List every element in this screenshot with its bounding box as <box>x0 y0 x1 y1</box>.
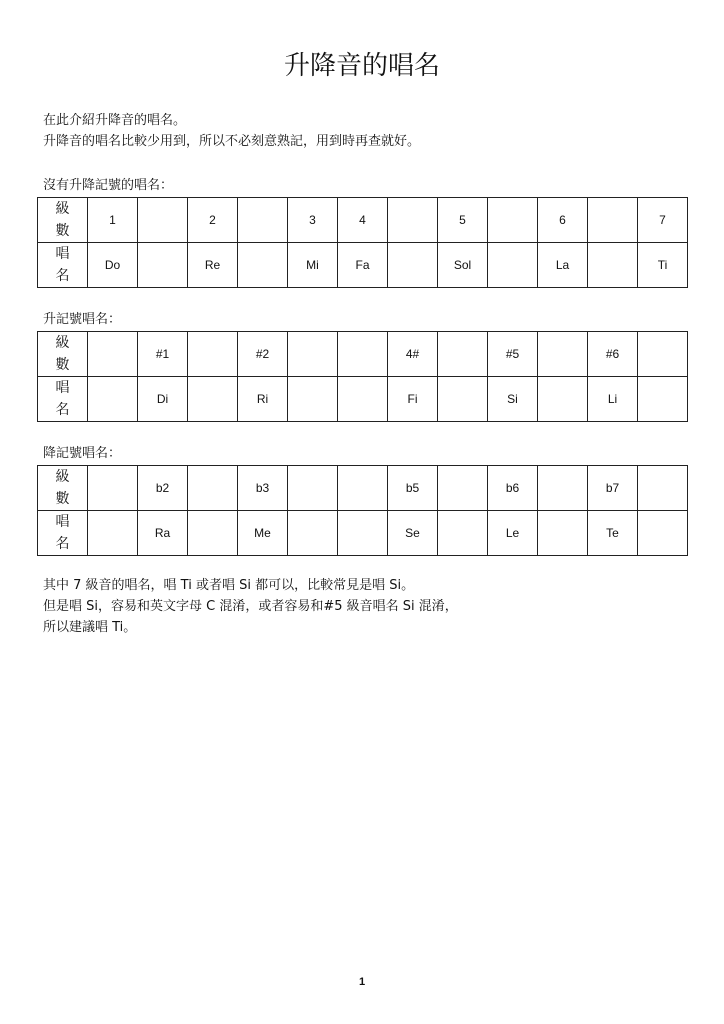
degree-header: 級 數 <box>38 332 88 377</box>
sharp-names-table <box>37 331 688 422</box>
degree-cell <box>588 198 638 243</box>
name-cell <box>88 511 138 556</box>
name-cell: Se <box>388 511 438 556</box>
name-cell: Ra <box>138 511 188 556</box>
degree-cell: #1 <box>138 332 188 377</box>
name-cell <box>538 511 588 556</box>
name-row <box>38 511 688 556</box>
degree-cell <box>638 332 688 377</box>
degree-cell <box>388 198 438 243</box>
degree-cell <box>338 332 388 377</box>
name-cell <box>538 377 588 422</box>
degree-row <box>38 466 688 511</box>
degree-cell: b2 <box>138 466 188 511</box>
degree-cell <box>188 466 238 511</box>
name-cell <box>188 511 238 556</box>
name-header: 唱 名 <box>38 243 88 288</box>
degree-cell <box>138 198 188 243</box>
intro-paragraph <box>43 110 420 152</box>
degree-cell <box>438 466 488 511</box>
name-cell: La <box>538 243 588 288</box>
name-header: 唱 名 <box>38 511 88 556</box>
name-cell <box>638 511 688 556</box>
name-cell: Fi <box>388 377 438 422</box>
name-cell: Re <box>188 243 238 288</box>
name-cell <box>388 243 438 288</box>
flat-names-table <box>37 465 688 556</box>
name-cell <box>338 511 388 556</box>
degree-cell <box>88 332 138 377</box>
degree-cell <box>538 332 588 377</box>
name-cell <box>438 511 488 556</box>
degree-cell: b7 <box>588 466 638 511</box>
name-cell: Me <box>238 511 288 556</box>
name-cell: Mi <box>288 243 338 288</box>
degree-row <box>38 332 688 377</box>
notes-line: 但是唱 Si，容易和英文字母 C 混淆，或者容易和#5 級音唱名 Si 混淆， <box>43 599 458 614</box>
degree-cell: 4 <box>338 198 388 243</box>
degree-cell: #2 <box>238 332 288 377</box>
name-cell <box>288 377 338 422</box>
page-title: 升降音的唱名 <box>283 51 440 81</box>
name-cell: Ti <box>638 243 688 288</box>
degree-cell <box>438 332 488 377</box>
degree-cell <box>288 332 338 377</box>
degree-cell: 7 <box>638 198 688 243</box>
degree-cell <box>638 466 688 511</box>
degree-cell <box>188 332 238 377</box>
notes-line: 其中 7 級音的唱名，唱 Ti 或者唱 Si 都可以，比較常見是唱 Si。 <box>43 578 415 593</box>
name-cell: Te <box>588 511 638 556</box>
page-number: 1 <box>358 976 366 988</box>
name-cell <box>638 377 688 422</box>
name-header: 唱 名 <box>38 377 88 422</box>
degree-cell: 6 <box>538 198 588 243</box>
flat-names-caption: 降記號唱名： <box>43 446 122 461</box>
degree-cell: 4# <box>388 332 438 377</box>
degree-cell: b6 <box>488 466 538 511</box>
name-cell: Di <box>138 377 188 422</box>
degree-cell: 1 <box>88 198 138 243</box>
name-cell <box>438 377 488 422</box>
name-cell: Fa <box>338 243 388 288</box>
name-cell: Li <box>588 377 638 422</box>
name-row <box>38 243 688 288</box>
degree-cell: #6 <box>588 332 638 377</box>
name-cell <box>238 243 288 288</box>
name-cell: Si <box>488 377 538 422</box>
degree-cell: b3 <box>238 466 288 511</box>
degree-cell: 3 <box>288 198 338 243</box>
degree-cell <box>88 466 138 511</box>
name-row <box>38 377 688 422</box>
degree-header: 級 數 <box>38 466 88 511</box>
degree-cell: #5 <box>488 332 538 377</box>
degree-cell <box>488 198 538 243</box>
natural-names-caption: 沒有升降記號的唱名： <box>43 178 174 193</box>
name-cell: Do <box>88 243 138 288</box>
natural-names-table <box>37 197 688 288</box>
name-cell: Sol <box>438 243 488 288</box>
intro-line: 升降音的唱名比較少用到，所以不必刻意熟記，用到時再查就好。 <box>43 134 421 149</box>
name-cell <box>188 377 238 422</box>
degree-cell <box>538 466 588 511</box>
name-cell <box>88 377 138 422</box>
name-cell <box>588 243 638 288</box>
name-cell: Ri <box>238 377 288 422</box>
degree-cell <box>338 466 388 511</box>
sharp-names-caption: 升記號唱名： <box>43 312 122 327</box>
name-cell <box>138 243 188 288</box>
intro-line: 在此介紹升降音的唱名。 <box>43 113 187 128</box>
name-cell <box>288 511 338 556</box>
degree-row <box>38 198 688 243</box>
degree-cell: 2 <box>188 198 238 243</box>
name-cell <box>338 377 388 422</box>
degree-cell <box>288 466 338 511</box>
notes-paragraph <box>43 575 458 638</box>
degree-cell <box>238 198 288 243</box>
notes-line: 所以建議唱 Ti。 <box>43 620 137 635</box>
name-cell <box>488 243 538 288</box>
name-cell: Le <box>488 511 538 556</box>
degree-cell: 5 <box>438 198 488 243</box>
degree-header: 級 數 <box>38 198 88 243</box>
degree-cell: b5 <box>388 466 438 511</box>
